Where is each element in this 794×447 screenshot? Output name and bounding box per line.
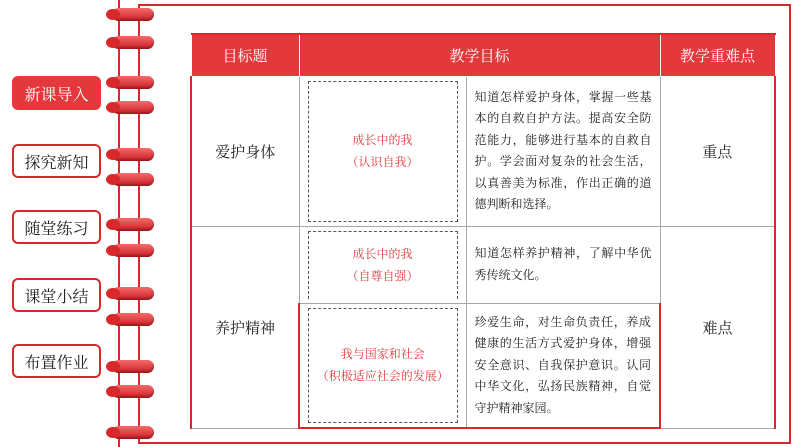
binder-ring	[112, 101, 154, 114]
teaching-goals-table	[190, 33, 776, 429]
binder-ring	[112, 426, 154, 439]
goal-subtitle: （积极适应社会的发展）	[316, 369, 449, 384]
binder-ring	[112, 8, 154, 21]
nav-button-explore[interactable]: 探究新知	[12, 144, 101, 178]
level-cell: 重点	[660, 76, 775, 226]
goal-cell	[299, 76, 466, 226]
goal-box	[308, 231, 458, 299]
goal-cell	[299, 303, 466, 428]
goal-box	[308, 308, 458, 424]
table-header-row	[191, 34, 775, 76]
header-goal: 教学目标	[299, 34, 660, 76]
table-row	[191, 226, 775, 303]
goal-subtitle: （认识自我）	[346, 155, 419, 169]
description-cell: 知道怎样养护精神，了解中华优秀传统文化。	[466, 226, 660, 303]
description-cell: 珍爱生命，对生命负责任，养成健康的生活方式爱护身体，增强安全意识、自我保护意识。认同中华文化，弘扬民族精神，自觉守护精神家园。	[466, 303, 660, 428]
binder-ring	[112, 76, 154, 89]
binder-ring	[112, 360, 154, 373]
header-key-points: 教学重难点	[660, 34, 775, 76]
nav-button-homework[interactable]: 布置作业	[12, 344, 101, 378]
level-cell: 难点	[660, 226, 775, 428]
topic-cell: 养护精神	[191, 226, 299, 428]
table-row	[191, 76, 775, 226]
goal-subtitle: （自尊自强）	[346, 269, 419, 283]
binder-ring	[112, 36, 154, 49]
binder-ring	[112, 385, 154, 398]
binder-ring	[112, 173, 154, 186]
binder-ring	[112, 218, 154, 231]
description-cell: 知道怎样爱护身体，掌握一些基本的自救自护方法。提高安全防范能力，能够进行基本的自救自护。学会面对复杂的社会生活，以真善美为标准，作出正确的道德判断和选择。	[466, 76, 660, 226]
goal-title: 成长中的我	[352, 133, 413, 147]
nav-button-intro[interactable]: 新课导入	[12, 76, 101, 110]
binder-ring	[112, 148, 154, 161]
goal-title: 成长中的我	[352, 247, 413, 261]
goal-box	[308, 81, 458, 222]
nav-button-practice[interactable]: 随堂练习	[12, 210, 101, 244]
goal-cell	[299, 226, 466, 303]
nav-button-summary[interactable]: 课堂小结	[12, 278, 101, 312]
header-topic: 目标题	[191, 34, 299, 76]
goal-title: 我与国家和社会	[340, 347, 425, 362]
topic-cell: 爱护身体	[191, 76, 299, 226]
binder-ring	[112, 244, 154, 257]
binder-ring	[112, 287, 154, 300]
binder-ring	[112, 313, 154, 326]
